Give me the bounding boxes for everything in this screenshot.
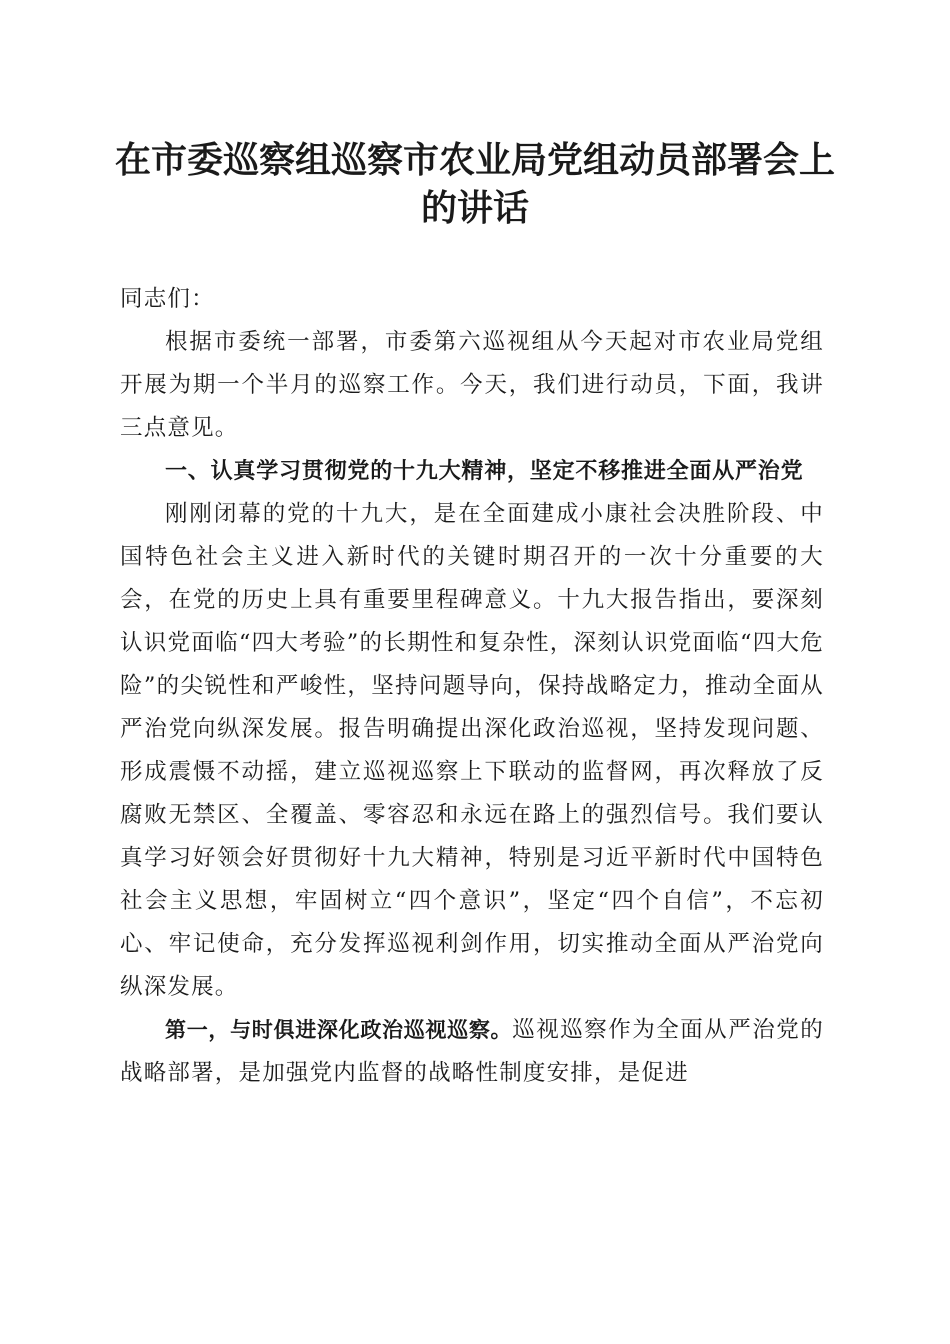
document-title-line-1: 在市委巡察组巡察市农业局党组动员部署会上 [114,139,835,181]
intro-paragraph: 根据市委统一部署，市委第六巡视组从今天起对市农业局党组开展为期一个半月的巡察工作。今天，我们进行动员，下面，我讲三点意见。 [120,329,824,441]
document-body [120,278,824,1095]
salutation: 同志们： [120,286,215,312]
section-1-paragraph: 刚刚闭幕的党的十九大，是在全面建成小康社会决胜阶段、中国特色社会主义进入新时代的关键时期召开的一次十分重要的大会，在党的历史上具有重要里程碑意义。十九大报告指出，要深刻认识党面临“四大考验”的长期性和复杂性，深刻认识党面临“四大危险”的尖锐性和严峻性，坚持问题导向，保持战略定力，推动全面从严治党向纵深发展。报告明确提出深化政治巡视，坚持发现问题、形成震慑不动摇，建立巡视巡察上下联动的监督网，再次释放了反腐败无禁区、全覆盖、零容忍和永远在路上的强烈信号。我们要认真学习好领会好贯彻好十九大精神，特别是习近平新时代中国特色社会主义思想，牢固树立“四个意识”，坚定“四个自信”，不忘初心、牢记使命，充分发挥巡视利剑作用，切实推动全面从严治党向纵深发展。 [120,501,824,1000]
section-1-heading: 一、认真学习贯彻党的十九大精神，坚定不移推进全面从严治党 [165,459,804,484]
point-1-lead: 第一，与时俱进深化政治巡视巡察。 [165,1018,513,1042]
document-title-line-2: 的讲话 [420,187,529,229]
point-1-paragraph [120,1009,824,1095]
point-1-body: 巡视巡察作为全面从严治党的战略部署，是加强党内监督的战略性制度安排，是促进 [120,1017,824,1086]
